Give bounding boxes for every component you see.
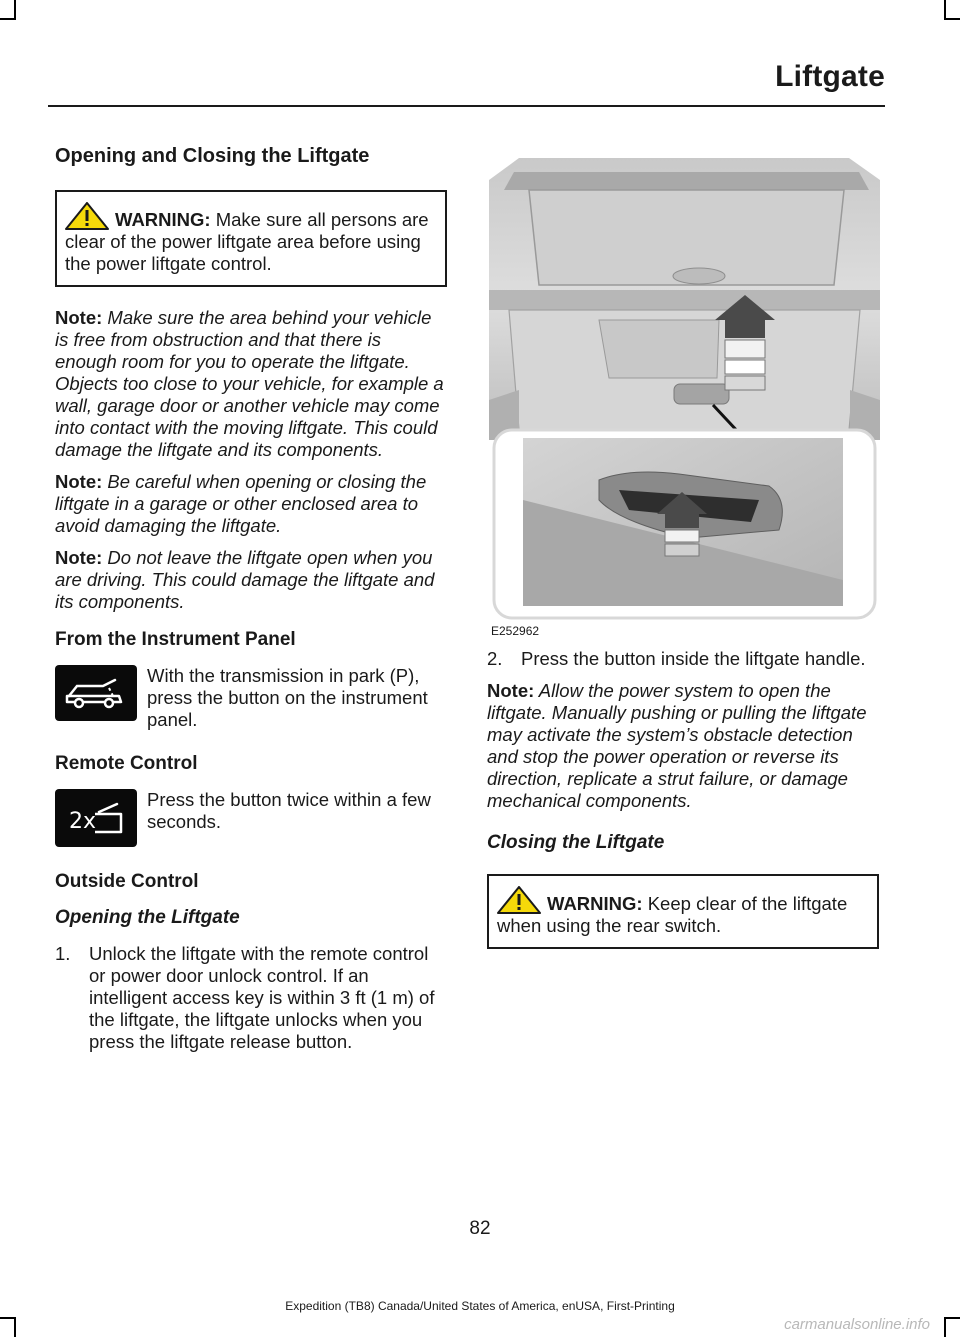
warning-text: Keep clear of the liftgate when using the rear switch. [497, 893, 848, 936]
liftgate-open-icon [55, 665, 137, 721]
warning-label: WARNING: [547, 893, 643, 914]
instrument-panel-text: With the transmission in park (P), press the button on the instrument panel. [147, 665, 428, 730]
crop-mark [14, 0, 16, 20]
note-text: Be careful when opening or closing the liftgate in a garage or other enclosed area to avoid damaging the liftgate. [55, 471, 427, 536]
warning-text: Make sure all persons are clear of the power liftgate area before using the power liftgate control. [65, 209, 429, 274]
remote-2x-text: 2x [69, 809, 97, 834]
page-title: Liftgate [775, 60, 885, 93]
step-text: Unlock the liftgate with the remote control or power door unlock control. If an intelligent access key is within 3 ft (1 m) of the liftgate, the liftgate unlocks when you press the liftgate release button. [89, 943, 435, 1052]
crop-mark [944, 1317, 960, 1319]
note-label: Note: [55, 547, 103, 568]
note-text: Allow the power system to open the liftgate. Manually pushing or pulling the liftgate may activate the system’s obstacle detection and stop the power operation or reverse its direction, replicate a strut failure, or damage mechanical components. [487, 680, 867, 811]
outside-control-heading: Outside Control [55, 871, 199, 892]
closing-liftgate-heading: Closing the Liftgate [487, 832, 665, 853]
step-number: 1. [55, 943, 71, 964]
watermark: carmanualsonline.info [784, 1316, 930, 1333]
crop-mark [944, 0, 946, 20]
figure-id: E252962 [491, 624, 540, 638]
instrument-panel-heading: From the Instrument Panel [55, 629, 296, 650]
crop-mark [0, 1317, 16, 1319]
warning-triangle-icon [497, 886, 541, 914]
remote-2x-liftgate-icon [55, 789, 137, 847]
note-label: Note: [487, 680, 535, 701]
right-column [487, 648, 879, 969]
note [55, 547, 447, 613]
crop-mark [0, 18, 16, 20]
left-column [55, 145, 447, 1063]
document-footer: Expedition (TB8) Canada/United States of America, enUSA, First-Printing [285, 1299, 675, 1313]
liftgate-illustration [489, 150, 880, 620]
instrument-panel-item [55, 665, 447, 731]
warning-box [55, 190, 447, 287]
step-item [55, 943, 447, 1053]
page-number: 82 [469, 1218, 491, 1239]
remote-control-heading: Remote Control [55, 753, 198, 774]
note [55, 471, 447, 537]
note [487, 680, 879, 812]
remote-control-item [55, 789, 447, 847]
warning-label: WARNING: [115, 209, 211, 230]
note-label: Note: [55, 471, 103, 492]
crop-mark [14, 1317, 16, 1337]
note [55, 307, 447, 461]
note-text: Do not leave the liftgate open when you are driving. This could damage the liftgate and its components. [55, 547, 435, 612]
warning-triangle-icon [65, 202, 109, 230]
opening-liftgate-heading: Opening the Liftgate [55, 907, 240, 928]
section-title: Opening and Closing the Liftgate [55, 145, 370, 167]
note-label: Note: [55, 307, 103, 328]
crop-mark [944, 1317, 946, 1337]
note-text: Make sure the area behind your vehicle is free from obstruction and that there is enough room for you to operate the liftgate. Objects too close to your vehicle, for example a wall, garage door or another vehicle may come into contact with the moving liftgate. This could damage the liftgate and its components. [55, 307, 444, 460]
remote-control-text: Press the button twice within a few seconds. [147, 789, 431, 832]
warning-box [487, 874, 879, 949]
title-divider [48, 105, 885, 107]
step-text: Press the button inside the liftgate handle. [521, 648, 866, 669]
crop-mark [944, 18, 960, 20]
step-item [487, 648, 879, 670]
step-number: 2. [487, 648, 503, 669]
